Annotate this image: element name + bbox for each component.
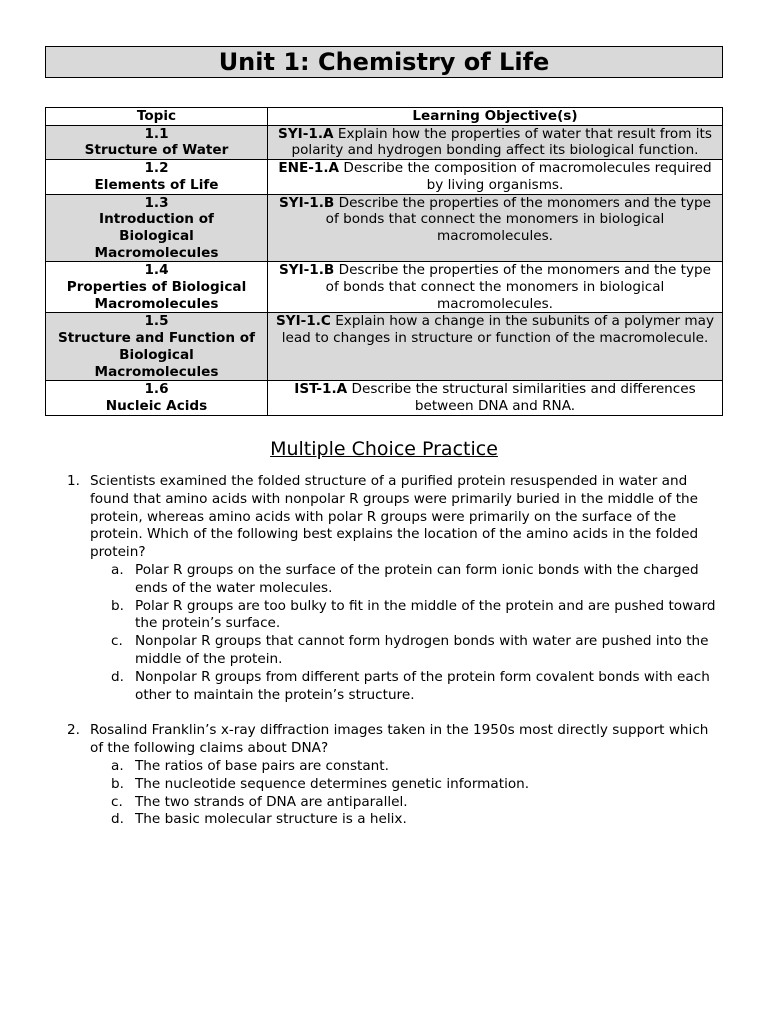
objective-code: SYI-1.B xyxy=(278,194,335,211)
topic-number: 1.5 xyxy=(144,313,169,330)
topic-cell xyxy=(46,313,268,381)
choice-list xyxy=(90,562,725,704)
choice-text: Nonpolar R groups that cannot form hydrogen bonds with water are pushed into the middle of the protein. xyxy=(135,633,709,667)
choice-text: Nonpolar R groups from different parts of the protein form covalent bonds with each other to maintain the protein’s structure. xyxy=(135,668,710,703)
question-list xyxy=(45,473,725,847)
objective-text: Explain how a change in the subunits of a polymer may lead to changes in structure or function of the macromolecule. xyxy=(281,313,715,347)
choice-text: Polar R groups on the surface of the protein can form ionic bonds with the charged ends of the water molecules. xyxy=(135,561,699,596)
question-item xyxy=(45,473,725,704)
choice-text: The nucleotide sequence determines genetic information. xyxy=(135,775,530,792)
topic-cell xyxy=(46,262,268,313)
choice-letter: d. xyxy=(111,811,124,828)
answer-choice xyxy=(90,776,725,794)
objective-text: Describe the structural similarities and differences between DNA and RNA. xyxy=(347,381,696,414)
objective-code: SYI-1.C xyxy=(275,313,331,330)
objective-code: ENE-1.A xyxy=(278,160,340,177)
table-row xyxy=(46,381,723,415)
choice-text: The two strands of DNA are antiparallel. xyxy=(135,793,408,810)
question-text: Scientists examined the folded structure of a purified protein resuspended in water and found that amino acids with nonpolar R groups were primarily buried in the middle of the protein, whereas amino acids with polar R groups were primarily on the surface of the protein. Which of the following best explains the location of the amino acids in the folded protein? xyxy=(90,473,699,561)
question-text: Rosalind Franklin’s x-ray diffraction images taken in the 1950s most directly support which of the following claims about DNA? xyxy=(90,722,709,757)
answer-choice xyxy=(90,598,725,634)
objective-text: Explain how the properties of water that result from its polarity and hydrogen bonding affect its biological function. xyxy=(291,125,712,159)
learning-objectives-table xyxy=(45,107,723,416)
topic-column-header: Topic xyxy=(46,108,268,126)
choice-list xyxy=(90,758,725,829)
objective-code: IST-1.A xyxy=(294,381,348,398)
objective-text: Describe the properties of the monomers and the type of bonds that connect the monomers in biological macromolecules. xyxy=(325,194,712,244)
choice-letter: a. xyxy=(111,561,124,578)
objective-cell xyxy=(268,160,723,194)
section-heading: Multiple Choice Practice xyxy=(270,438,498,460)
choice-text: Polar R groups are too bulky to fit in the middle of the protein and are pushed toward the protein’s surface. xyxy=(135,597,716,632)
topic-name: Elements of Life xyxy=(94,176,219,193)
topic-cell xyxy=(46,194,268,262)
choice-letter: c. xyxy=(111,793,123,810)
objective-text: Describe the composition of macromolecules required by living organisms. xyxy=(339,160,712,193)
answer-choice xyxy=(90,758,725,776)
choice-letter: d. xyxy=(111,668,124,685)
objective-code: SYI-1.A xyxy=(278,125,334,142)
objective-cell xyxy=(268,125,723,159)
table-row xyxy=(46,194,723,262)
choice-letter: c. xyxy=(111,633,123,650)
table-row xyxy=(46,125,723,159)
topic-number: 1.4 xyxy=(144,262,169,279)
topic-name: Structure of Water xyxy=(84,142,229,159)
choice-letter: b. xyxy=(111,597,124,614)
topic-cell xyxy=(46,160,268,194)
objective-column-header: Learning Objective(s) xyxy=(268,108,723,126)
question-number: 2. xyxy=(67,722,80,739)
answer-choice xyxy=(90,669,725,705)
answer-choice xyxy=(90,633,725,669)
topic-cell xyxy=(46,381,268,415)
table-header-row xyxy=(46,108,723,126)
topic-name: Nucleic Acids xyxy=(105,397,208,414)
topic-name: Properties of Biological Macromolecules xyxy=(66,279,247,312)
topic-number: 1.2 xyxy=(144,160,169,177)
answer-choice xyxy=(90,811,725,829)
topic-number: 1.6 xyxy=(144,381,169,398)
objective-cell xyxy=(268,381,723,415)
topic-number: 1.1 xyxy=(144,125,169,142)
objective-code: SYI-1.B xyxy=(278,262,335,279)
objective-cell xyxy=(268,313,723,381)
choice-letter: a. xyxy=(111,757,124,774)
topic-name: Structure and Function of Biological Macromolecules xyxy=(57,330,256,380)
objective-text: Describe the properties of the monomers and the type of bonds that connect the monomers in biological macromolecules. xyxy=(325,262,712,312)
table-row xyxy=(46,160,723,194)
choice-letter: b. xyxy=(111,775,124,792)
answer-choice xyxy=(90,794,725,812)
question-number: 1. xyxy=(67,473,80,489)
question-item xyxy=(45,722,725,829)
objective-cell xyxy=(268,262,723,313)
topic-cell xyxy=(46,125,268,159)
answer-choice xyxy=(90,562,725,598)
topic-name: Introduction of Biological Macromolecules xyxy=(94,211,219,261)
table-row xyxy=(46,262,723,313)
table-row xyxy=(46,313,723,381)
topic-number: 1.3 xyxy=(144,194,169,211)
choice-text: The basic molecular structure is a helix. xyxy=(135,811,407,828)
page-title: Unit 1: Chemistry of Life xyxy=(45,46,723,78)
choice-text: The ratios of base pairs are constant. xyxy=(135,757,389,774)
objective-cell xyxy=(268,194,723,262)
